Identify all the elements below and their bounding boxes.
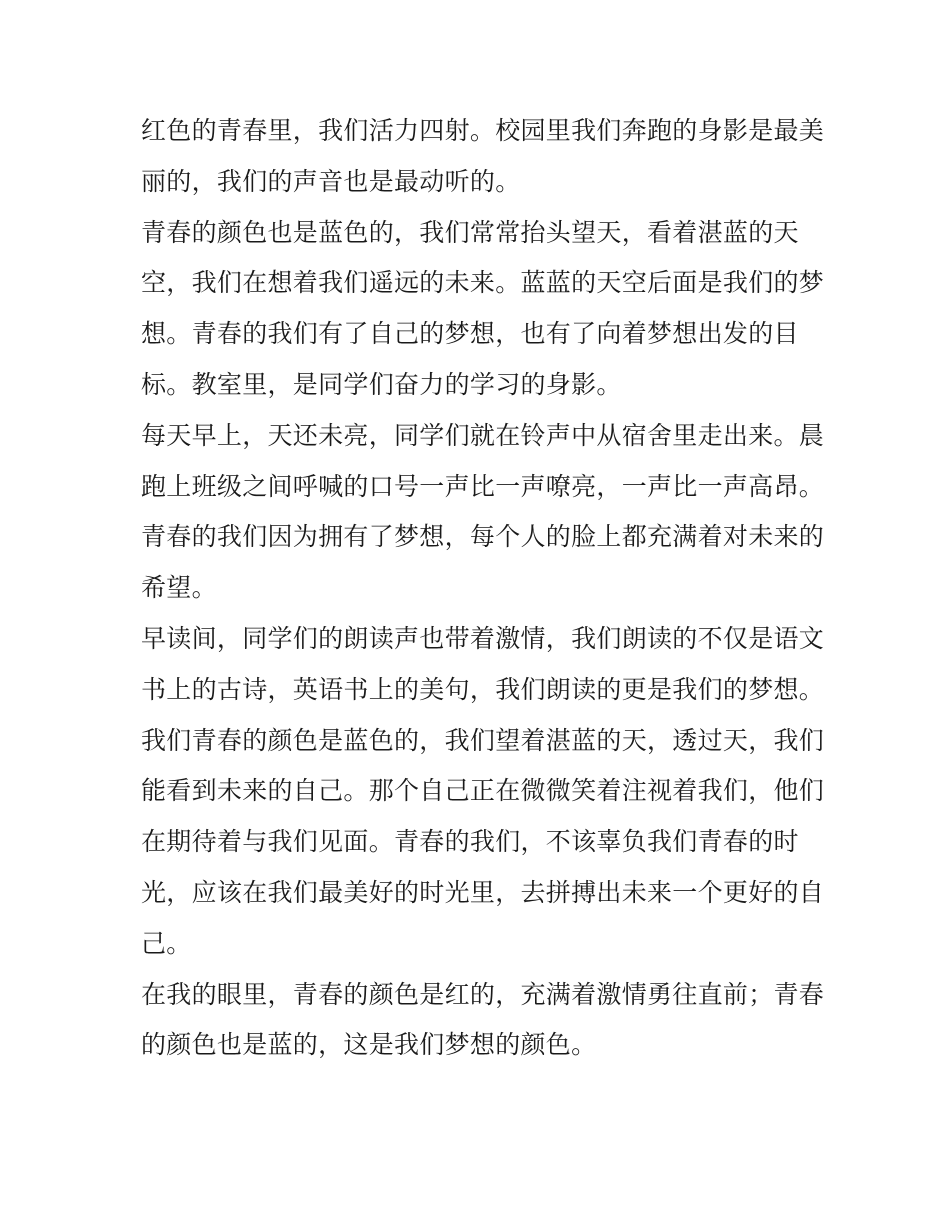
text-line: 丽的，我们的声音也是最动听的。 [141,166,521,196]
text-line: 在我的眼里，青春的颜色是红的，充满着激情勇往直前；青春 [141,979,825,1009]
paragraph-1 [141,106,825,208]
paragraph-4 [141,614,825,970]
text-line: 想。青春的我们有了自己的梦想，也有了向着梦想出发的目 [141,319,799,349]
text-line: 希望。 [141,573,217,603]
document-body [141,106,825,1071]
text-line: 跑上班级之间呼喊的口号一声比一声嘹亮，一声比一声高昂。 [141,471,825,501]
paragraph-5 [141,970,825,1072]
text-line: 在期待着与我们见面。青春的我们，不该辜负我们青春的时 [141,827,799,857]
text-line: 能看到未来的自己。那个自己正在微微笑着注视着我们，他们 [141,776,825,806]
text-line: 青春的颜色也是蓝色的，我们常常抬头望天，看着湛蓝的天 [141,217,799,247]
text-line: 己。 [141,928,192,958]
text-line: 标。教室里，是同学们奋力的学习的身影。 [141,369,622,399]
text-line: 青春的我们因为拥有了梦想，每个人的脸上都充满着对未来的 [141,522,825,552]
text-line: 红色的青春里，我们活力四射。校园里我们奔跑的身影是最美 [141,116,825,145]
paragraph-2 [141,208,825,411]
text-line: 的颜色也是蓝的，这是我们梦想的颜色。 [141,1030,597,1060]
paragraph-3 [141,411,825,614]
text-line: 光，应该在我们最美好的时光里，去拼搏出未来一个更好的自 [141,877,825,907]
text-line: 书上的古诗，英语书上的美句，我们朗读的更是我们的梦想。 [141,674,825,704]
text-line: 早读间，同学们的朗读声也带着激情，我们朗读的不仅是语文 [141,623,825,653]
text-line: 空，我们在想着我们遥远的未来。蓝蓝的天空后面是我们的梦 [141,268,825,298]
text-line: 我们青春的颜色是蓝色的，我们望着湛蓝的天，透过天，我们 [141,725,825,755]
text-line: 每天早上，天还未亮，同学们就在铃声中从宿舍里走出来。晨 [141,420,825,450]
